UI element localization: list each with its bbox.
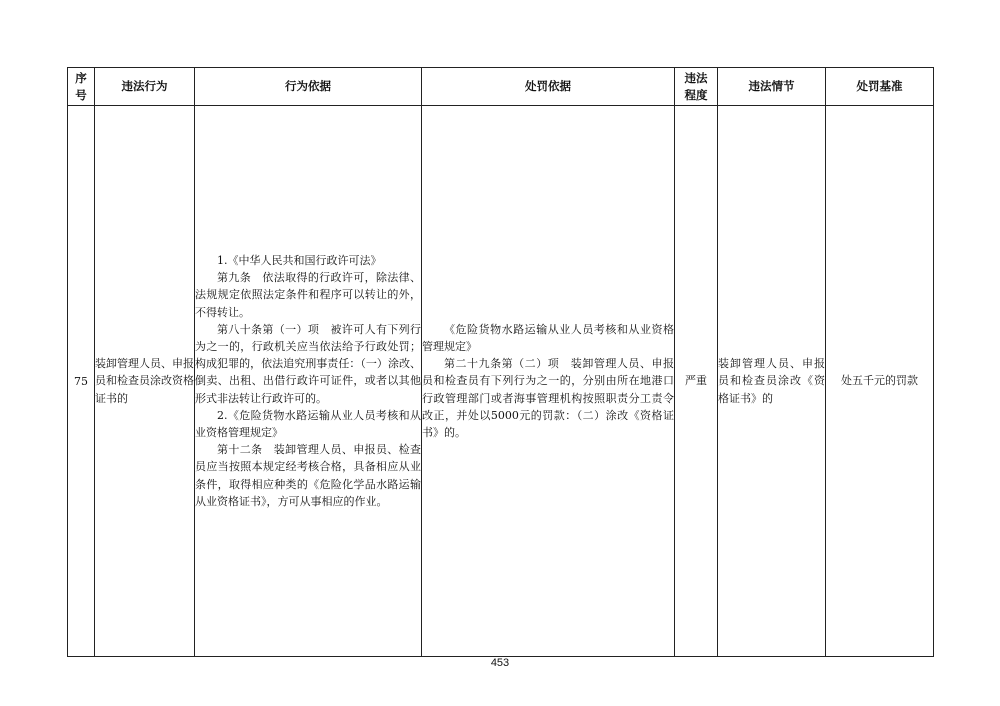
header-row xyxy=(68,68,934,106)
penalty-table xyxy=(67,67,934,657)
header-behavior-basis: 行为依据 xyxy=(195,68,422,106)
header-violation-act: 违法行为 xyxy=(95,68,195,106)
header-violation-degree: 违法程度 xyxy=(675,68,718,106)
header-penalty-basis: 处罚依据 xyxy=(422,68,675,106)
table-row xyxy=(68,106,934,657)
row-behavior-basis xyxy=(195,106,422,657)
row-seq: 75 xyxy=(68,106,95,657)
page-number: 453 xyxy=(490,657,510,669)
basis-para: 1.《中华人民共和国行政许可法》 xyxy=(217,253,382,267)
row-violation-act: 装卸管理人员、申报员和检查员涂改资格证书的 xyxy=(95,106,195,657)
header-seq: 序号 xyxy=(68,68,95,106)
basis-para: 第十二条 装卸管理人员、申报员、检查员应当按照本规定经考核合格，具备相应从业条件，取得相应种类的《危险化学品水路运输从业资格证书》，方可从事相应的作业。 xyxy=(195,443,421,508)
row-penalty-basis xyxy=(422,106,675,657)
row-penalty-standard: 处五千元的罚款 xyxy=(826,106,934,657)
penalty-basis-para: 《危险货物水路运输从业人员考核和从业资格管理规定》 xyxy=(422,322,674,353)
basis-para: 第九条 依法取得的行政许可，除法律、法规规定依照法定条件和程序可以转让的外，不得转让。 xyxy=(195,271,421,319)
header-violation-circumstance: 违法情节 xyxy=(718,68,826,106)
header-penalty-standard: 处罚基准 xyxy=(826,68,934,106)
basis-para: 第八十条第（一）项 被许可人有下列行为之一的，行政机关应当依法给予行政处罚；构成犯罪的，依法追究刑事责任：（一）涂改、倒卖、出租、出借行政许可证件，或者以其他形式非法转让行政许可的。 xyxy=(195,322,421,405)
penalty-basis-para: 第二十九条第（二）项 装卸管理人员、申报员和检查员有下列行为之一的，分别由所在地港口行政管理部门或者海事管理机构按照职责分工责令改正，并处以5000元的罚款：（二）涂改《资格证书》的。 xyxy=(422,357,674,439)
row-violation-degree: 严重 xyxy=(675,106,718,657)
basis-para: 2.《危险货物水路运输从业人员考核和从业资格管理规定》 xyxy=(195,408,421,439)
row-violation-circumstance: 装卸管理人员、申报员和检查员涂改《资格证书》的 xyxy=(718,106,826,657)
